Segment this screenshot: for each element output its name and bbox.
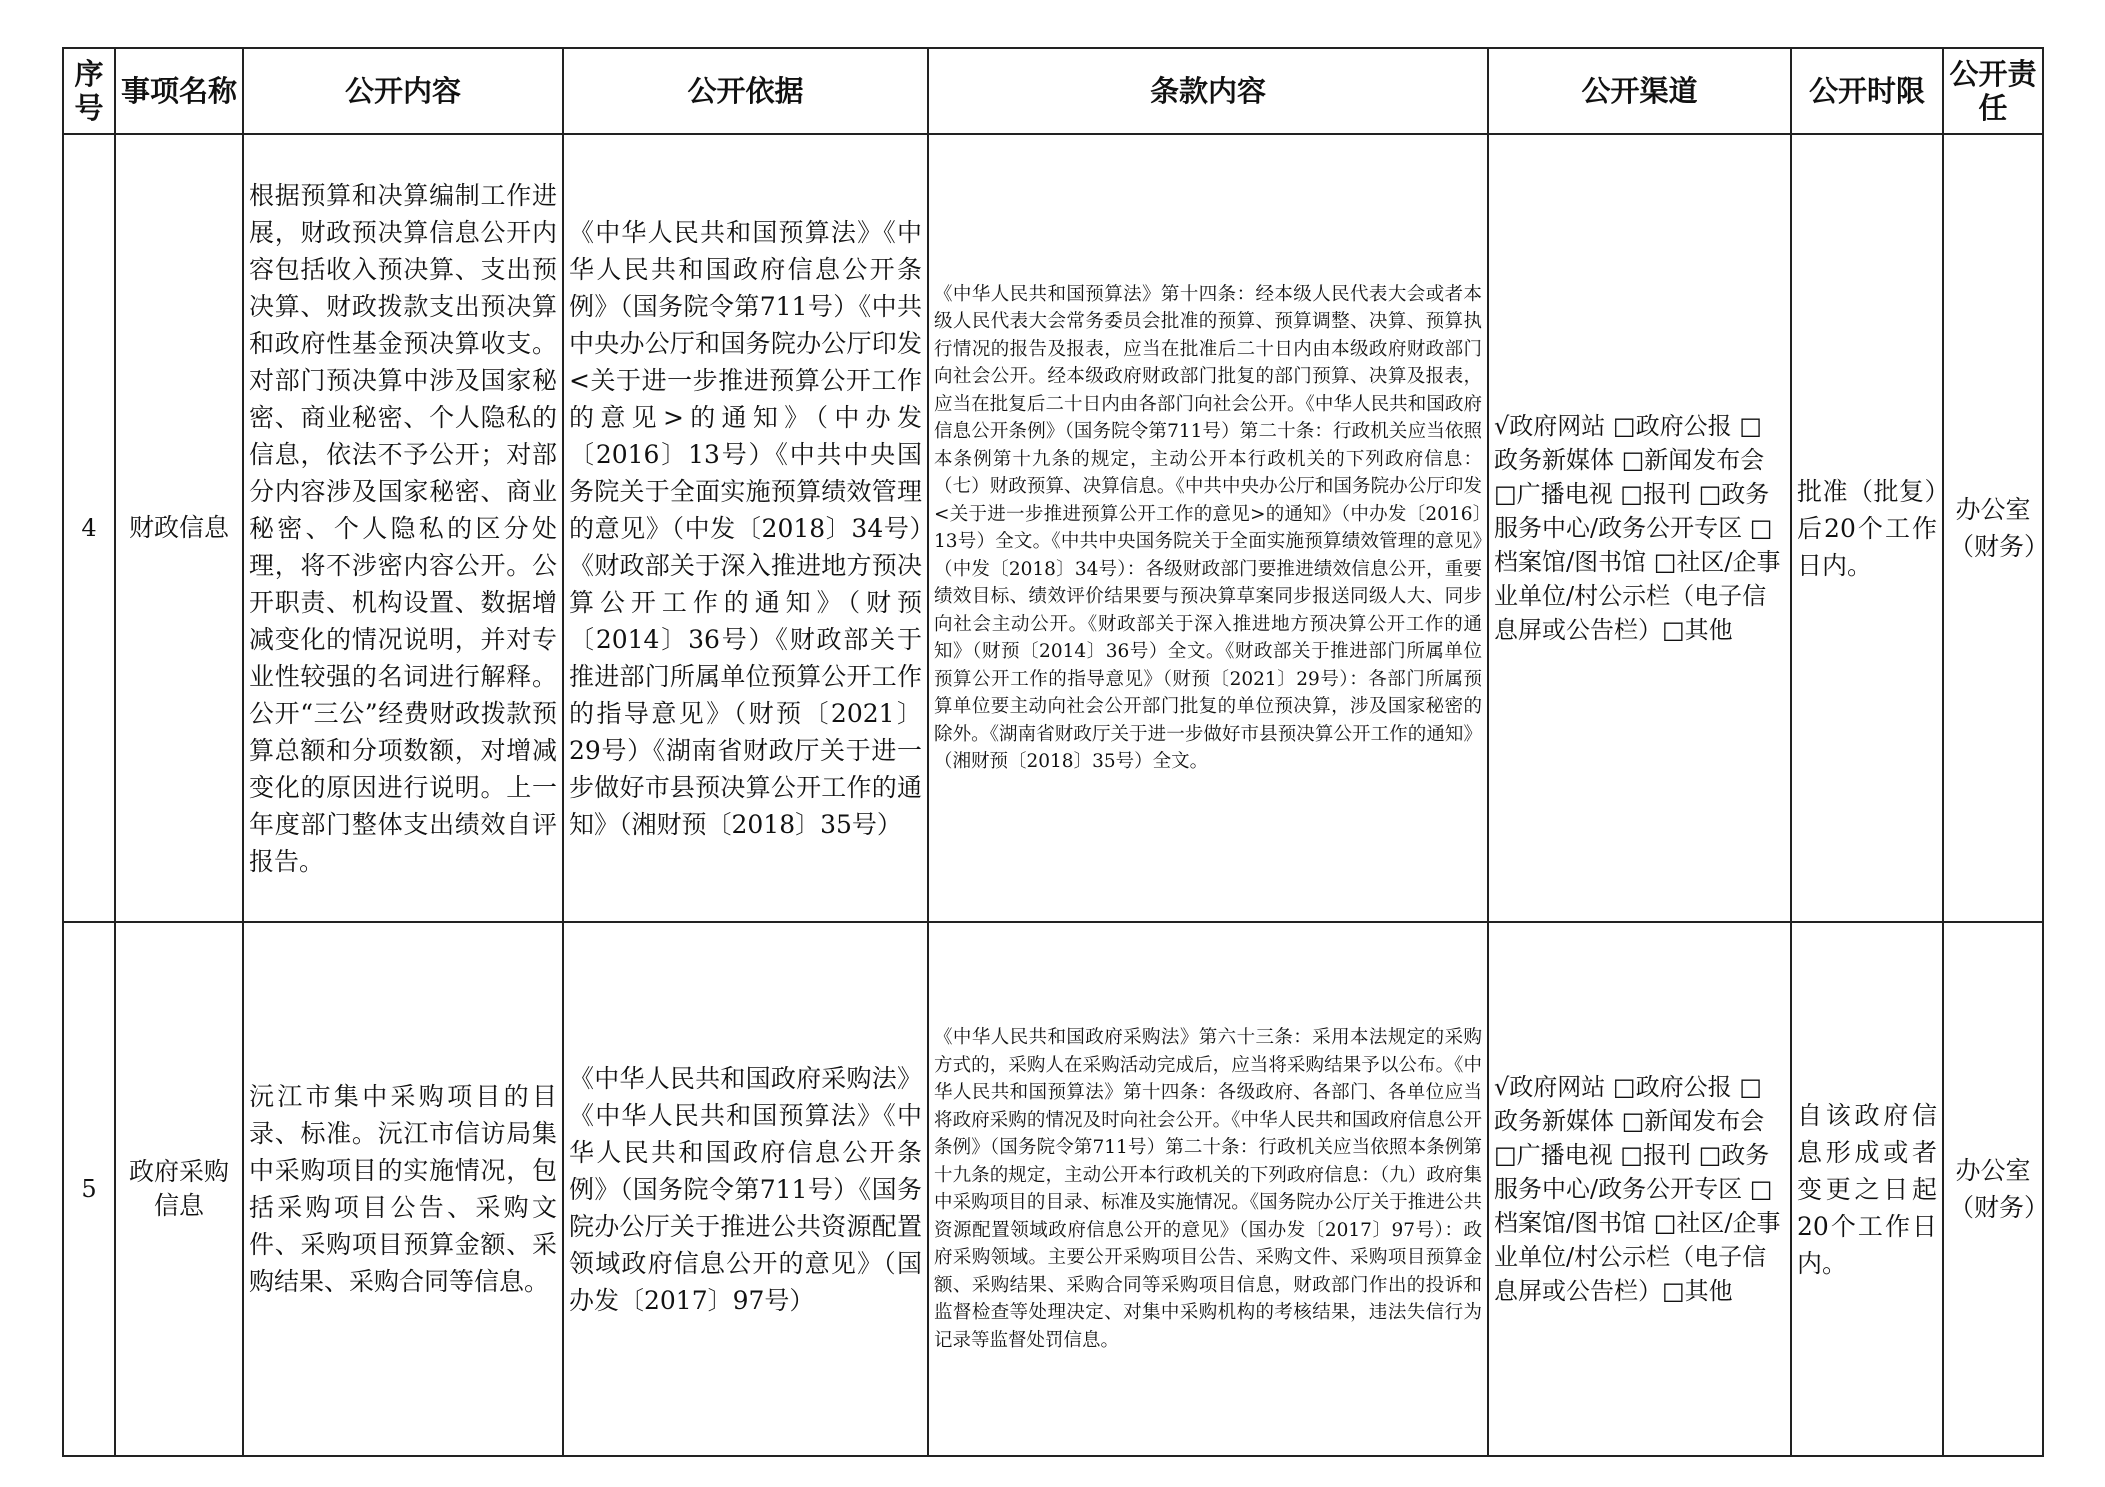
header-time-limit: 公开时限 (1791, 48, 1943, 134)
row-time-limit: 批准（批复）后20个工作日内。 (1791, 134, 1943, 922)
row-channel: √政府网站 □政府公报 □政务新媒体 □新闻发布会 □广播电视 □报刊 □政务服务中心/政务公开专区 □档案馆/图书馆 □社区/企事业单位/村公示栏（电子信息屏或公告栏）□其他 (1488, 134, 1791, 922)
disclosure-table (62, 47, 2050, 1457)
row-clause: 《中华人民共和国政府采购法》第六十三条：采用本法规定的采购方式的，采购人在采购活动完成后，应当将采购结果予以公布。《中华人民共和国预算法》第十四条：各级政府、各部门、各单位应当将政府采购的情况及时向社会公开。《中华人民共和国政府信息公开条例》（国务院令第711号）第二十条：行政机关应当依照本条例第十九条的规定，主动公开本行政机关的下列政府信息：（九）政府集中采购项目的目录、标准及实施情况。《国务院办公厅关于推进公共资源配置领域政府信息公开的意见》（国办发〔2017〕97号）：政府采购领域。主要公开采购项目公告、采购文件、采购项目预算金额、采购结果、采购合同等采购项目信息，财政部门作出的投诉和监督检查等处理决定、对集中采购机构的考核结果，违法失信行为记录等监督处罚信息。 (928, 922, 1488, 1456)
table-row (63, 134, 2043, 922)
row-basis: 《中华人民共和国政府采购法》《中华人民共和国预算法》《中华人民共和国政府信息公开条例》（国务院令第711号）《国务院办公厅关于推进公共资源配置领域政府信息公开的意见》（国办发〔2017〕97号） (563, 922, 928, 1456)
row-item-name: 政府采购信息 (115, 922, 243, 1456)
table-row (63, 922, 2043, 1456)
row-responsibility: 办公室（财务） (1943, 922, 2043, 1456)
header-seq: 序号 (63, 48, 115, 134)
header-row (63, 48, 2043, 134)
row-clause: 《中华人民共和国预算法》第十四条：经本级人民代表大会或者本级人民代表大会常务委员会批准的预算、预算调整、决算、预算执行情况的报告及报表，应当在批准后二十日内由本级政府财政部门向社会公开。经本级政府财政部门批复的部门预算、决算及报表，应当在批复后二十日内由各部门向社会公开。《中华人民共和国政府信息公开条例》（国务院令第711号）第二十条：行政机关应当依照本条例第十九条的规定，主动公开本行政机关的下列政府信息：（七）财政预算、决算信息。《中共中央办公厅和国务院办公厅印发<关于进一步推进预算公开工作的意见>的通知》（中办发〔2016〕13号）全文。《中共中央国务院关于全面实施预算绩效管理的意见》（中发〔2018〕34号）：各级财政部门要推进绩效信息公开，重要绩效目标、绩效评价结果要与预决算草案同步报送同级人大、同步向社会主动公开。《财政部关于深入推进地方预决算公开工作的通知》（财预〔2014〕36号）全文。《财政部关于推进部门所属单位预算公开工作的指导意见》（财预〔2021〕29号）：各部门所属预算单位要主动向社会公开部门批复的单位预决算，涉及国家秘密的除外。《湖南省财政厅关于进一步做好市县预决算公开工作的通知》（湘财预〔2018〕35号）全文。 (928, 134, 1488, 922)
header-basis: 公开依据 (563, 48, 928, 134)
header-responsibility: 公开责任 (1943, 48, 2043, 134)
row-seq: 5 (63, 922, 115, 1456)
row-basis: 《中华人民共和国预算法》《中华人民共和国政府信息公开条例》（国务院令第711号）《中共中央办公厅和国务院办公厅印发<关于进一步推进预算公开工作的意见>的通知》（中办发〔2016〕13号）《中共中央国务院关于全面实施预算绩效管理的意见》（中发〔2018〕34号）《财政部关于深入推进地方预决算公开工作的通知》（财预〔2014〕36号）《财政部关于推进部门所属单位预算公开工作的指导意见》（财预〔2021〕29号）《湖南省财政厅关于进一步做好市县预决算公开工作的通知》（湘财预〔2018〕35号） (563, 134, 928, 922)
row-content: 根据预算和决算编制工作进展，财政预决算信息公开内容包括收入预决算、支出预决算、财政拨款支出预决算和政府性基金预决算收支。对部门预决算中涉及国家秘密、商业秘密、个人隐私的信息，依法不予公开；对部分内容涉及国家秘密、商业秘密、个人隐私的区分处理，将不涉密内容公开。公开职责、机构设置、数据增减变化的情况说明，并对专业性较强的名词进行解释。公开“三公”经费财政拨款预算总额和分项数额，对增减变化的原因进行说明。上一年度部门整体支出绩效自评报告。 (243, 134, 563, 922)
header-channel: 公开渠道 (1488, 48, 1791, 134)
header-clause: 条款内容 (928, 48, 1488, 134)
row-time-limit: 自该政府信息形成或者变更之日起20个工作日内。 (1791, 922, 1943, 1456)
row-responsibility: 办公室（财务） (1943, 134, 2043, 922)
row-seq: 4 (63, 134, 115, 922)
row-item-name: 财政信息 (115, 134, 243, 922)
row-content: 沅江市集中采购项目的目录、标准。沅江市信访局集中采购项目的实施情况，包括采购项目公告、采购文件、采购项目预算金额、采购结果、采购合同等信息。 (243, 922, 563, 1456)
header-content: 公开内容 (243, 48, 563, 134)
header-item-name: 事项名称 (115, 48, 243, 134)
row-channel: √政府网站 □政府公报 □政务新媒体 □新闻发布会 □广播电视 □报刊 □政务服务中心/政务公开专区 □档案馆/图书馆 □社区/企事业单位/村公示栏（电子信息屏或公告栏）□其他 (1488, 922, 1791, 1456)
